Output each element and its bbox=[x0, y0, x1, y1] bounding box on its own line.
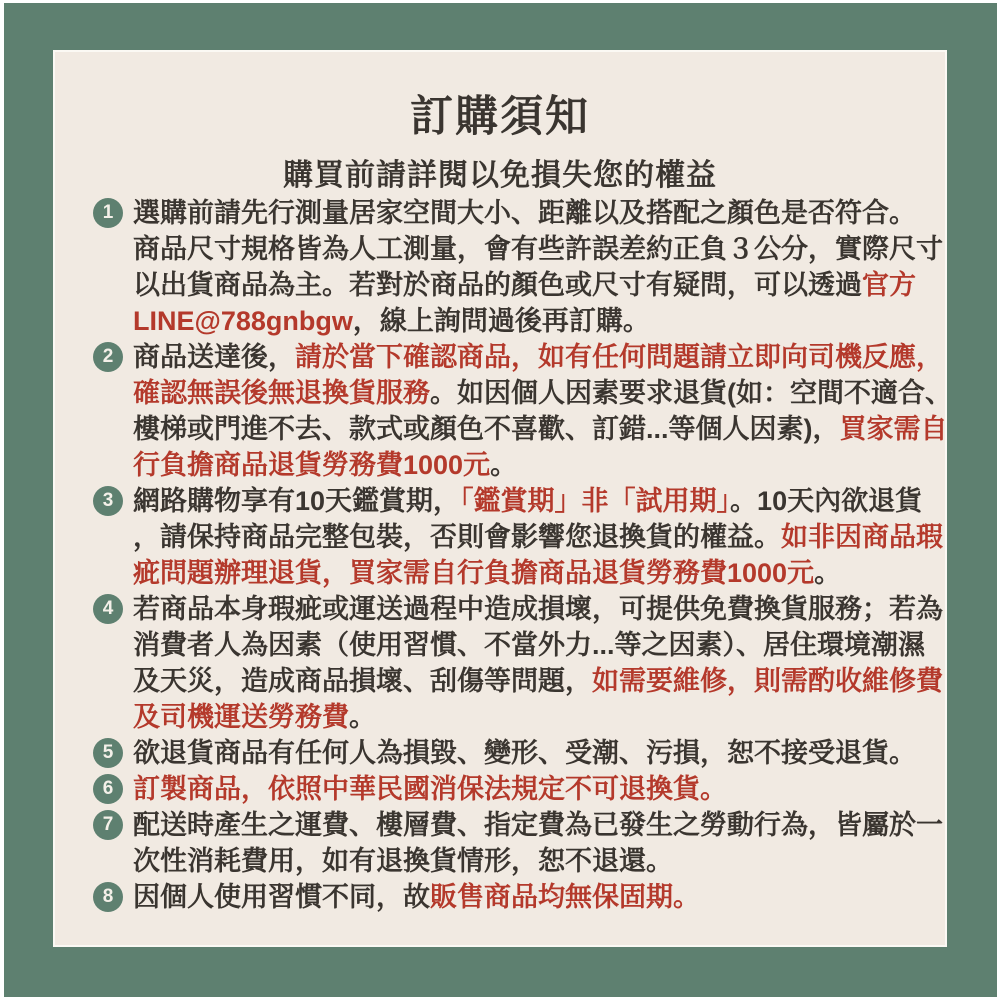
item-number-badge: 1 bbox=[93, 198, 123, 228]
notice-text: 商品送達後， bbox=[133, 342, 295, 372]
item-number-badge: 3 bbox=[93, 486, 123, 516]
page-title: 訂購須知 bbox=[410, 93, 590, 141]
notice-line bbox=[133, 267, 929, 303]
highlighted-text: 官方 bbox=[862, 270, 916, 300]
item-number-badge: 7 bbox=[93, 810, 123, 840]
notice-text: 及天災，造成商品損壞、刮傷等問題， bbox=[133, 666, 592, 696]
notice-text: 。 bbox=[814, 558, 842, 588]
page-subtitle: 購買前請詳閱以免損失您的權益 bbox=[283, 159, 717, 192]
highlighted-text: 訂製商品，依照中華民國消保法規定不可退換貨。 bbox=[133, 774, 727, 804]
notice-item bbox=[93, 807, 943, 879]
notice-line bbox=[133, 663, 943, 699]
notice-text: 選購前請先行測量居家空間大小、距離以及搭配之顏色是否符合。 bbox=[133, 198, 916, 228]
notice-item bbox=[93, 735, 929, 771]
highlighted-text: 疵問題辦理退貨，買家需自行負擔商品退貨勞務費1000元 bbox=[133, 558, 815, 588]
notice-text: 配送時產生之運費、樓層費、指定費為已發生之勞動行為，皆屬於一 bbox=[133, 810, 943, 840]
highlighted-text: 如非因商品瑕 bbox=[781, 522, 943, 552]
notice-text: 樓梯或門進不去、款式或顏色不喜歡、訂錯...等個人因素)， bbox=[133, 414, 840, 444]
notice-lines bbox=[133, 591, 943, 735]
notice-lines bbox=[133, 771, 929, 807]
highlighted-text: 販售商品均無保固期。 bbox=[430, 882, 700, 912]
notice-line bbox=[133, 447, 929, 483]
notice-text: 。 bbox=[490, 450, 518, 480]
notice-line bbox=[133, 519, 943, 555]
notice-line bbox=[133, 483, 929, 519]
notice-line bbox=[133, 807, 943, 843]
item-number-badge: 2 bbox=[93, 342, 123, 372]
notice-line bbox=[133, 555, 929, 591]
notice-line bbox=[133, 699, 929, 735]
highlighted-text: 及司機運送勞務費 bbox=[133, 702, 349, 732]
notice-line bbox=[133, 843, 929, 879]
notice-line bbox=[133, 411, 948, 447]
notice-list bbox=[93, 195, 952, 915]
item-number-badge: 5 bbox=[93, 738, 123, 768]
notice-text: 次性消耗費用，如有退換貨情形，恕不退還。 bbox=[133, 846, 673, 876]
notice-text: 若商品本身瑕疵或運送過程中造成損壞，可提供免費換貨服務；若為 bbox=[133, 594, 943, 624]
highlighted-text: LINE@788gnbgw bbox=[133, 306, 353, 336]
notice-lines bbox=[133, 807, 943, 879]
notice-line bbox=[133, 879, 929, 915]
notice-line bbox=[133, 591, 943, 627]
notice-item bbox=[93, 771, 929, 807]
notice-lines bbox=[133, 339, 952, 483]
notice-text: ，請保持商品完整包裝，否則會影響您退換貨的權益。 bbox=[133, 522, 781, 552]
notice-lines bbox=[133, 483, 943, 591]
highlighted-text: 如需要維修，則需酌收維修費 bbox=[592, 666, 943, 696]
notice-text: ，線上詢問過後再訂購。 bbox=[352, 306, 650, 336]
notice-text: 因個人使用習慣不同，故 bbox=[133, 882, 430, 912]
item-number-badge: 4 bbox=[93, 594, 123, 624]
notice-lines bbox=[133, 735, 929, 771]
notice-item bbox=[93, 195, 943, 339]
notice-item bbox=[93, 591, 943, 735]
notice-text: 商品尺寸規格皆為人工測量，會有些許誤差約正負３公分，實際尺寸 bbox=[133, 234, 943, 264]
notice-lines bbox=[133, 195, 943, 339]
highlighted-text: 確認無誤後無退換貨服務 bbox=[133, 378, 430, 408]
notice-line bbox=[133, 771, 929, 807]
notice-line bbox=[133, 339, 943, 375]
highlighted-text: 買家需自 bbox=[839, 414, 948, 444]
notice-item bbox=[93, 483, 943, 591]
highlighted-text: 「鑑賞期」非「試用期」 bbox=[460, 486, 731, 516]
notice-item bbox=[93, 339, 952, 483]
notice-line bbox=[133, 231, 943, 267]
notice-line bbox=[133, 375, 952, 411]
notice-lines bbox=[133, 879, 929, 915]
notice-text: 。如因個人因素要求退貨(如：空間不適合、 bbox=[430, 378, 952, 408]
highlighted-text: 行負擔商品退貨勞務費1000元 bbox=[133, 450, 491, 480]
notice-panel bbox=[55, 52, 952, 945]
notice-line bbox=[133, 735, 929, 771]
notice-text: 欲退貨商品有任何人為損毀、變形、受潮、污損，恕不接受退貨。 bbox=[133, 738, 916, 768]
item-number-badge: 8 bbox=[93, 882, 123, 912]
notice-text: 以出貨商品為主。若對於商品的顏色或尺寸有疑問，可以透過 bbox=[133, 270, 862, 300]
notice-line bbox=[133, 195, 929, 231]
notice-text: 網路購物享有10天鑑賞期， bbox=[133, 486, 461, 516]
highlighted-text: 請於當下確認商品，如有任何問題請立即向司機反應， bbox=[295, 342, 943, 372]
notice-text: 。 bbox=[349, 702, 376, 732]
notice-text: 消費者人為因素（使用習慣、不當外力...等之因素）、居住環境潮濕 bbox=[133, 630, 926, 660]
notice-text: 。10天內欲退貨 bbox=[730, 486, 923, 516]
notice-line bbox=[133, 627, 929, 663]
item-number-badge: 6 bbox=[93, 774, 123, 804]
notice-item bbox=[93, 879, 929, 915]
notice-line bbox=[133, 303, 929, 339]
